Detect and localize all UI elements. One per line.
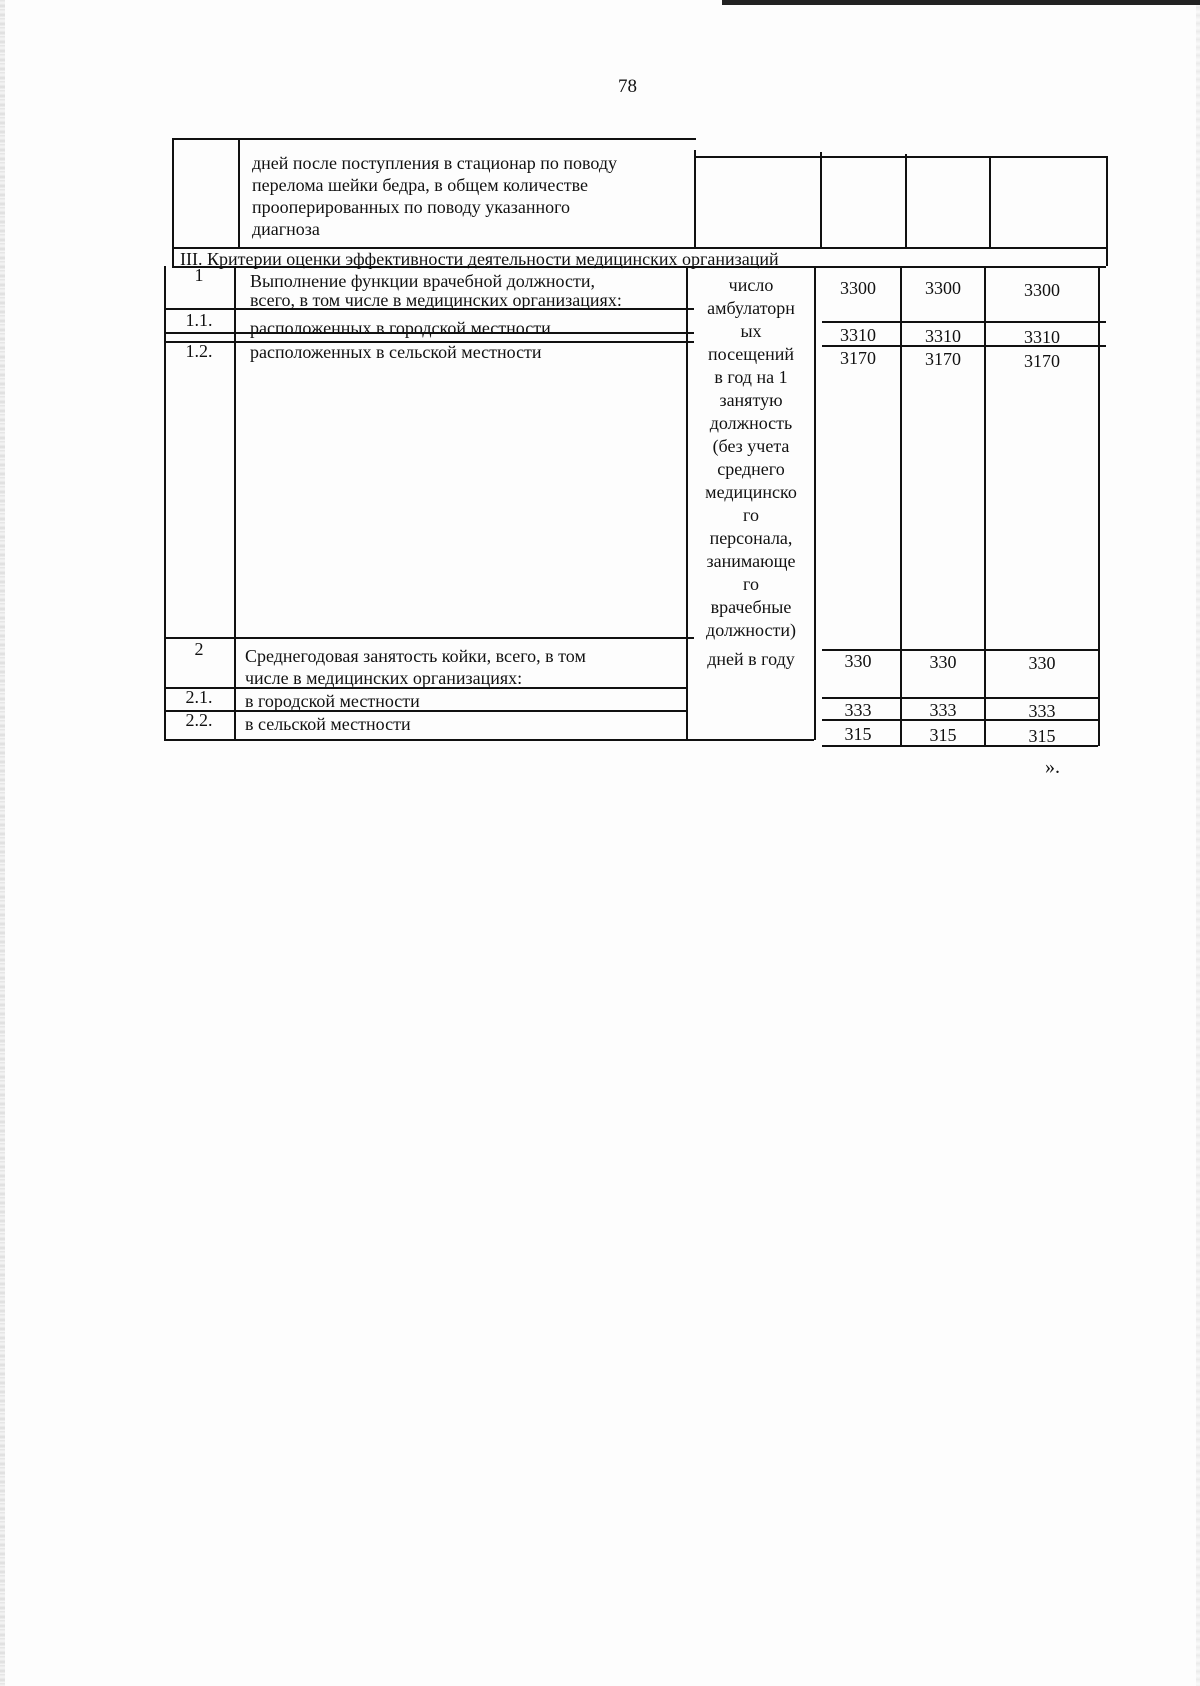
unit-line: ых [740, 321, 762, 341]
row-name-line: числе в медицинских организациях: [245, 668, 523, 688]
table-line [164, 266, 166, 740]
row-number: 2.2. [185, 710, 213, 730]
unit-line: занимающе [706, 551, 796, 571]
unit-line: должность [709, 413, 793, 433]
continuation-line: перелома шейки бедра, в общем количестве [252, 175, 589, 195]
row-number: 1 [194, 265, 204, 285]
unit-line: посещений [707, 344, 795, 364]
unit-line: персонала, [709, 528, 793, 548]
table-line [694, 150, 696, 248]
table-line [164, 739, 814, 741]
value-cell: 333 [1028, 701, 1056, 721]
unit-cell: дней в году [707, 649, 795, 669]
table-line [172, 138, 696, 140]
value-cell: 315 [929, 725, 957, 745]
table-line [696, 156, 1106, 158]
table-line [820, 152, 822, 248]
unit-line: врачебные [710, 597, 792, 617]
value-cell: 3300 [840, 278, 876, 298]
row-name-line: расположенных в городской местности [250, 318, 551, 338]
row-name-line: Выполнение функции врачебной должности, [250, 271, 595, 291]
value-cell: 330 [844, 651, 872, 671]
row-name-line: Среднегодовая занятость койки, всего, в том [245, 646, 586, 666]
row-name-line: в сельской местности [245, 714, 411, 734]
row-number: 1.1. [185, 310, 213, 330]
value-cell: 3310 [925, 326, 961, 346]
value-cell: 330 [1028, 653, 1056, 673]
continuation-line: диагноза [252, 219, 320, 239]
table-line [822, 321, 1106, 323]
continuation-line: прооперированных по поводу указанного [252, 197, 571, 217]
row-number: 2.1. [185, 687, 213, 707]
value-cell: 3310 [840, 325, 876, 345]
table-line [1098, 266, 1100, 746]
unit-line: занятую [719, 390, 783, 410]
continuation-line: дней после поступления в стационар по поводу [252, 153, 618, 173]
value-cell: 3170 [840, 348, 876, 368]
table-line [234, 266, 236, 740]
unit-line: число [728, 275, 774, 295]
row-number: 2 [194, 639, 204, 659]
table-line [172, 138, 174, 266]
row-number: 1.2. [185, 341, 213, 361]
value-cell: 3300 [1024, 280, 1060, 300]
value-cell: 315 [844, 724, 872, 744]
unit-line: го [743, 505, 759, 525]
criteria-table [0, 0, 1200, 760]
unit-line: го [743, 574, 759, 594]
unit-line: (без учета [712, 436, 790, 456]
value-cell: 330 [929, 652, 957, 672]
unit-line: амбулаторн [707, 298, 795, 318]
value-cell: 3170 [925, 349, 961, 369]
table-line [164, 637, 694, 639]
unit-line: должности) [706, 620, 796, 640]
row-name-line: в городской местности [245, 691, 420, 711]
row-name-line: расположенных в сельской местности [250, 342, 542, 362]
value-cell: 315 [1028, 726, 1056, 746]
value-cell: 3310 [1024, 327, 1060, 347]
row-name-line: всего, в том числе в медицинских организациях: [250, 290, 622, 310]
closing-quote: ». [1045, 756, 1060, 778]
page-number: 78 [618, 76, 637, 97]
unit-line: медицинско [705, 482, 797, 502]
value-cell: 333 [929, 700, 957, 720]
unit-line: в год на 1 [714, 367, 788, 387]
value-cell: 3300 [925, 278, 961, 298]
table-line [905, 154, 907, 248]
value-cell: 333 [844, 700, 872, 720]
unit-line: среднего [717, 459, 785, 479]
section-title: III. Критерии оценки эффективности деятельности медицинских организаций [180, 249, 779, 269]
table-line [164, 710, 686, 712]
table-line [238, 138, 240, 248]
table-line [1106, 156, 1108, 266]
value-cell: 3170 [1024, 351, 1060, 371]
table-line [989, 156, 991, 248]
